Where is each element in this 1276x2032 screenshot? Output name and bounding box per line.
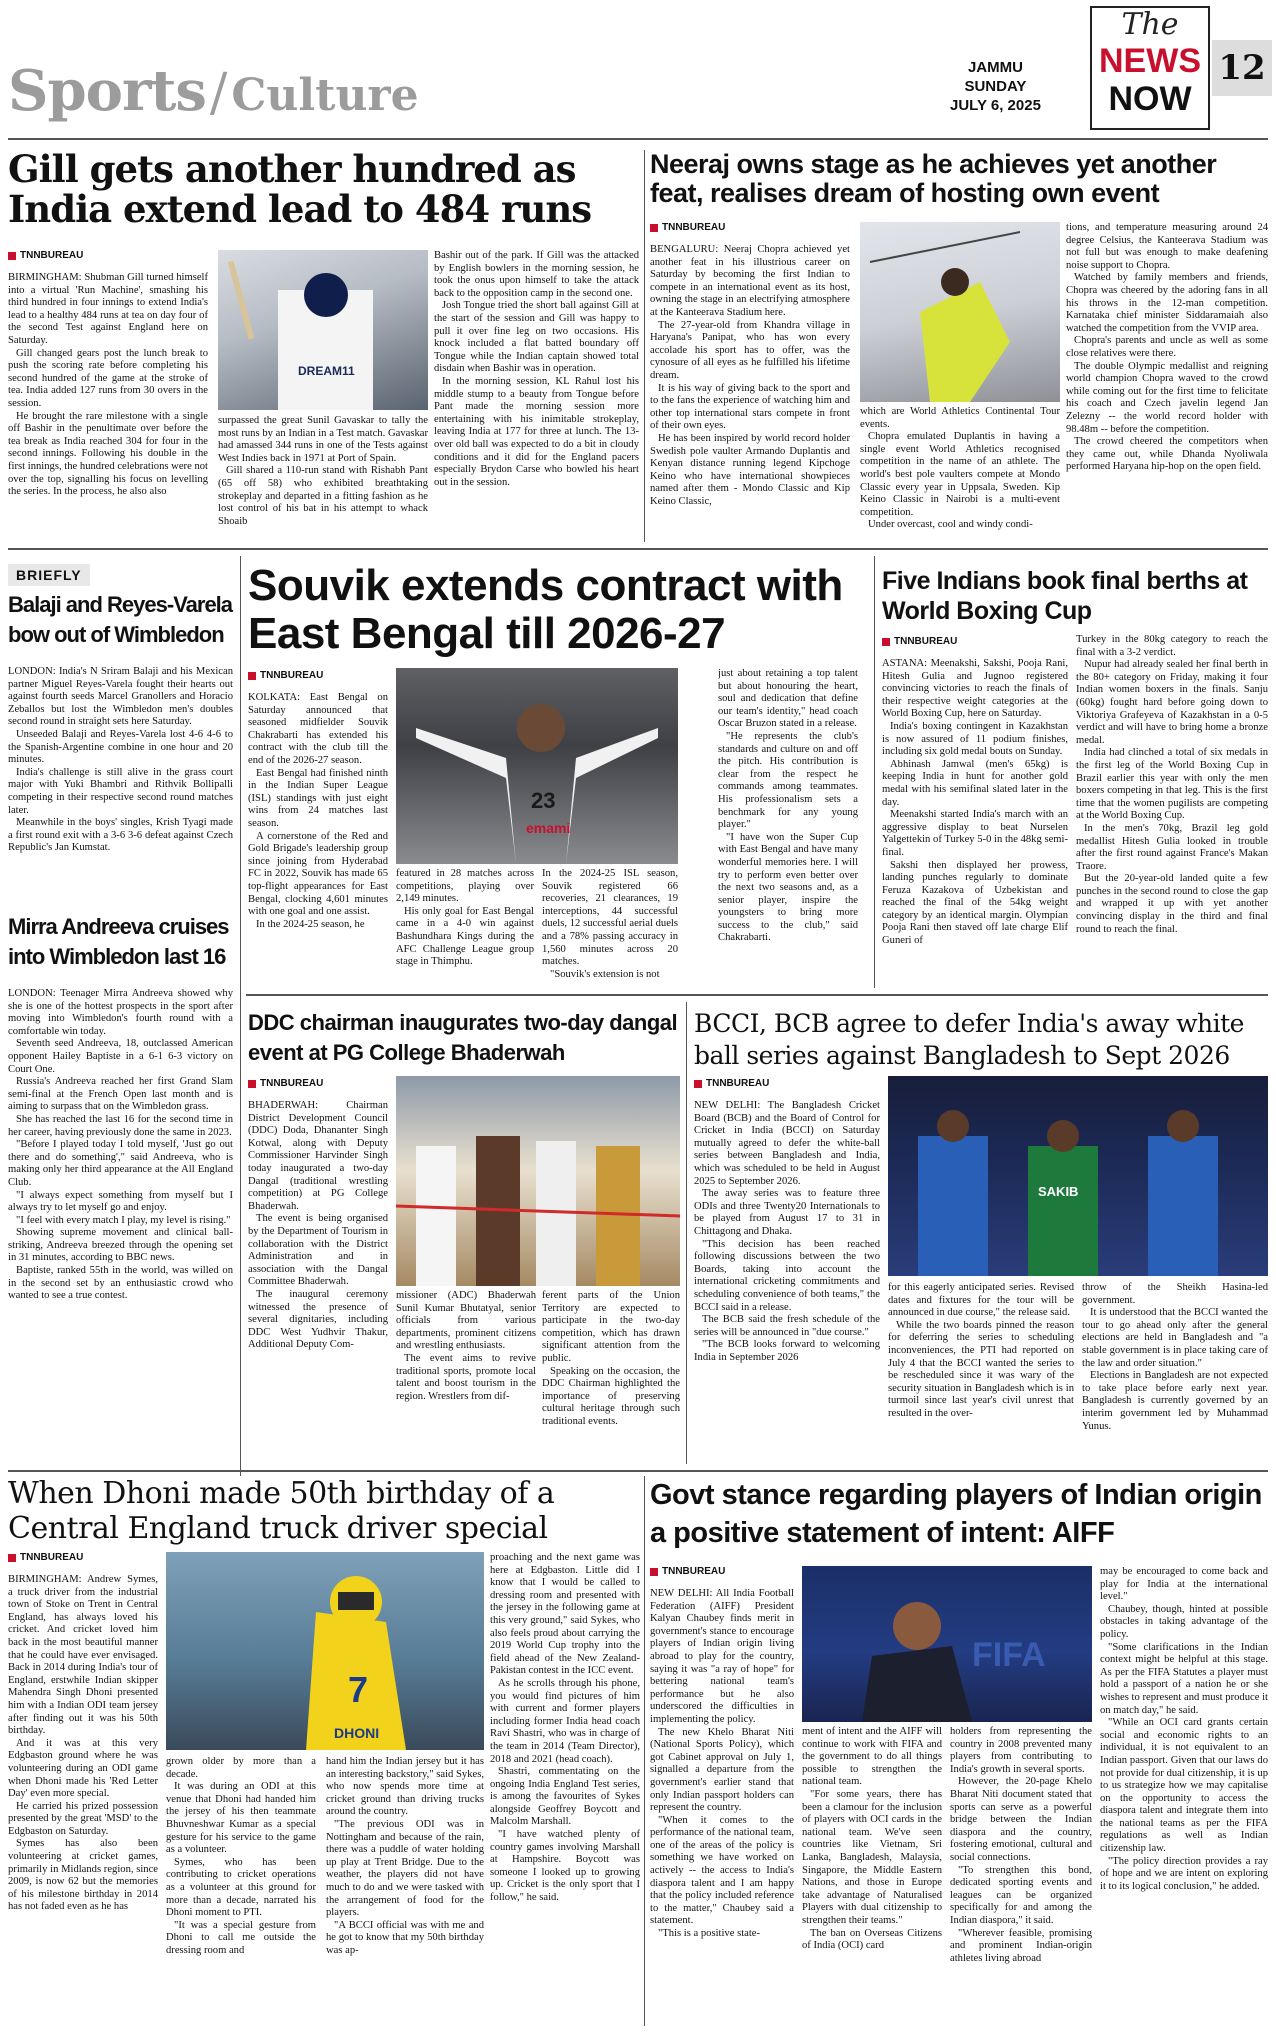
para: "Souvik's extension is not: [550, 968, 660, 980]
briefly-headline-2: Mirra Andreeva cruises into Wimbledon last 16: [8, 914, 229, 969]
subsection-label: Culture: [231, 70, 419, 121]
briefly-body-2: [8, 988, 233, 1420]
para: "The BCB looks forward to welcoming India in September 2026: [694, 1339, 880, 1363]
section-title: [8, 58, 419, 122]
para: "For some years, there has been a clamour for the inclusion of players with OCI cards in the national team. We've seen countries like Vietnam, Sri Lanka, Bangladesh, Malaysia, Singapore, the Middle Eastern Nations, and those in Europe take advantage of Naturalised Players with dual citizenship to strengthen their teams.": [802, 1788, 942, 1926]
para: The crowd cheered the competitors when they came out, while Dhanda Nyoliwala performed Haryana hip-hop on the open field.: [1066, 436, 1268, 473]
bcci-byline: [694, 1078, 769, 1089]
neeraj-col3: [1066, 222, 1268, 540]
aiff-president-icon: [802, 1566, 1092, 1722]
para: Seventh seed Andreeva, 18, outclassed American opponent Hailey Baptiste in a 6-1 6-3 victory on Court One.: [8, 1038, 233, 1075]
para: may be encouraged to come back and play for India at the international level.": [1100, 1566, 1268, 1603]
horizontal-rule: [246, 994, 1268, 996]
para: missioner (ADC) Bhaderwah Sunil Kumar Bhutatyal, senior officials from various departments, prominent citizens and wrestling enthusiasts.: [396, 1290, 536, 1352]
para: "I have won the Super Cup with East Bengal and have many wonderful memories here. I will try to perform even better over the next two seasons and, as a senior player, inspire the youngsters to bring more success to the club," said Chakrabarti.: [718, 831, 858, 944]
ribbon-cutting-icon: [396, 1076, 680, 1286]
para: The away series was to feature three ODIs and three Twenty20 Internationals to be played from August 17 to 31 in Chittagong and Dhaka.: [694, 1188, 880, 1237]
footballer-celebrating-icon: [396, 668, 678, 864]
newspaper-logo: [1090, 6, 1210, 130]
para: "I have watched plenty of country games involving Marshall at Hampshire. Boycott was someone I looked up to growing up. Cricket is the only sport that I follow," he said.: [490, 1829, 640, 1904]
bcci-col2: [888, 1282, 1074, 1462]
gill-col1: [8, 272, 208, 532]
para: Unseeded Balaji and Reyes-Varela lost 4-6 4-6 to the Spanish-Argentine combine in one hour and 20 minutes.: [8, 728, 233, 766]
para: "This decision has been reached following discussions between the two Boards, taking into account the international cricketing commitments and scheduling convenience of both teams," the BCCI said in a release.: [694, 1238, 880, 1313]
aiff-byline: [650, 1566, 725, 1577]
ddc-byline: [248, 1078, 323, 1089]
para: Turkey in the 80kg category to reach the final with a 3-2 verdict.: [1076, 634, 1268, 658]
para: Symes, who has been contributing to cricket operations as a volunteer at this ground for more than a decade, narrated his Dhoni moment to PTI.: [166, 1856, 316, 1919]
para: It is his way of giving back to the sport and to the fans the experience of watching him and other top international stars compete in front of their own eyes.: [650, 382, 850, 432]
para: However, the 20-page Khelo Bharat Niti document stated that sports can serve as a powerful bridge between the Indian diaspora and the country, fostering emotional, cultural and social connections.: [950, 1776, 1092, 1863]
para: "The policy direction provides a ray of hope and we are intent on exploring it to its logical conclusion," he added.: [1100, 1855, 1268, 1892]
byline-text: TNNBUREAU: [894, 636, 958, 647]
para: In the men's 70kg, Brazil leg gold medallist Hitesh Gulia looked in trouble after the first round against France's Makan Traore.: [1076, 822, 1268, 872]
dhoni-headline: When Dhoni made 50th birthday of a Central England truck driver special: [8, 1476, 555, 1546]
para: "He represents the club's standards and culture on and off the pitch. His contribution is clear from the respect he commands among teammates. His professionalism sets a benchmark for any young player.": [718, 730, 858, 831]
byline-text: TNNBUREAU: [20, 250, 84, 261]
ddc-col2: [396, 1290, 536, 1460]
batsman-celebrating-icon: [218, 250, 428, 410]
jersey-number: 7: [348, 1669, 369, 1710]
para: Bashir out of the park. If Gill was the attacked by English bowlers in the morning session, he took the onus upon himself to take the attack back to the opposition camp in the second one.: [434, 250, 639, 299]
para: "When it comes to the performance of the national team, one of the areas of the policy is something we have worked on actively -- the access to India's diaspora talent and I am happy that the policy included reference to the matter," Chaubey said a statement.: [650, 1814, 794, 1927]
byline-text: TNNBUREAU: [706, 1078, 770, 1089]
para: featured in 28 matches across competitions, playing over 2,149 minutes.: [396, 868, 534, 905]
edition-day: SUNDAY: [964, 78, 1027, 95]
souvik-col3: [542, 868, 678, 986]
horizontal-rule: [8, 1470, 1268, 1472]
briefly-headline-1: Balaji and Reyes-Varela bow out of Wimbledon: [8, 592, 233, 647]
para: Symes has also been volunteering at cricket games, primarily in Midlands region, since 2009, is now 62 but the memories of his milestone birthday in 2014 has not faded even as he has: [8, 1838, 158, 1913]
gill-photo: [218, 250, 428, 410]
para: Watched by family members and friends, Chopra was cheered by the adoring fans in all his throws in the 12-man competition. Karnataka chief minister Siddaramaiah also watched the competition from the VVIP area.: [1066, 272, 1268, 334]
section-label: Sports: [8, 58, 206, 124]
briefly-tab: BRIEFLY: [8, 564, 90, 586]
para: "I always expect something from myself but I always try to let myself go and enjoy.: [8, 1189, 233, 1214]
para: KOLKATA: East Bengal on Saturday announced that seasoned midfielder Souvik Chakrabarti has extended his contract with the club till the end of the 2026-27 season.: [248, 692, 388, 766]
byline-marker-icon: [248, 1080, 256, 1088]
cricketers-icon: [888, 1076, 1268, 1276]
para: It was during an ODI at this venue that Dhoni had handed him the jersey of his then teammate Bhuvneshwar Kumar as a special gesture for his service to the game as a volunteer.: [166, 1781, 316, 1856]
para: "It was a special gesture from Dhoni to call me outside the dressing room and: [166, 1919, 316, 1956]
logo-news: NEWS: [1099, 42, 1201, 80]
vertical-rule: [686, 1002, 687, 1464]
boxing-byline: [882, 636, 957, 647]
page-number: 12: [1212, 40, 1272, 96]
para: "A BCCI official was with me and he got to know that my 50th birthday was ap-: [326, 1919, 484, 1956]
logo-the: The: [1121, 7, 1179, 42]
ddc-headline: DDC chairman inaugurates two-day dangal event at PG College Bhaderwah: [248, 1010, 678, 1065]
aiff-photo: [802, 1566, 1092, 1722]
para: LONDON: India's N Sriram Balaji and his Mexican partner Miguel Reyes-Varela fought their hearts out against fourth seeds Marcel Granollers and Horacio Zeballos but lost the Wimbledon men's doubles second round in straight sets here Saturday.: [8, 666, 233, 728]
javelin-thrower-icon: [860, 222, 1060, 402]
para: Josh Tongue tried the short ball against Gill at the start of the session and Gill was happy to pull it over fine leg on two occasions. His knock included a flat batted boundary off Tongue while the Indian captain showed total disdain when Bashir was in operation.: [434, 300, 639, 375]
para: Baptiste, ranked 55th in the world, was willed on in the second set by an enthusiastic crowd who wanted to see a true contest.: [8, 1265, 233, 1302]
para: Russia's Andreeva reached her first Grand Slam semi-final at the French Open last month and is aiming to surpass that on the Wimbledon grass.: [8, 1076, 233, 1113]
bcci-col1: [694, 1100, 880, 1462]
jersey-text: SAKIB: [1038, 1184, 1079, 1199]
para: East Bengal had finished ninth in the Indian Super League (ISL) standings with just eight wins from 24 matches last season.: [248, 767, 388, 829]
horizontal-rule: [8, 548, 1268, 550]
byline-marker-icon: [650, 1568, 658, 1576]
para: proaching and the next game was here at Edgbaston. Little did I know that I would be called to dressing room and presented with the jersey in the following game at this very ground," said Sykes, who also feels proud about carrying the 2019 World Cup trophy into the field ahead of the New Zealand-Pakistan contest in the ICC event.: [490, 1552, 640, 1677]
para: just about retaining a top talent but about honouring the heart, soul and dedication that define our team's identity," head coach Oscar Bruzon stated in a release.: [718, 668, 858, 730]
para: The double Olympic medallist and reigning world champion Chopra waved to the crowd while coming out for the first time to felicitate his coach and Czech javelin legend Jan Zelezny -- the world record holder with 98.48m -- before the competition.: [1066, 360, 1268, 435]
para: The event aims to revive traditional sports, promote local talent and boost tourism in the region. Wrestlers from dif-: [396, 1352, 536, 1402]
boxing-col2: [1076, 634, 1268, 986]
briefly-body-1: [8, 666, 233, 906]
para: But the 20-year-old landed quite a few punches in the second round to close the gap and wrapped it up with yet another convincing display in the third and final round to reach the final.: [1076, 873, 1268, 935]
neeraj-col2: [860, 406, 1060, 540]
byline-text: TNNBUREAU: [260, 670, 324, 681]
para: As he scrolls through his phone, you would find pictures of him with current and former players including former India head coach Ravi Shastri, who was in charge of the team in 2014 (Team Director), 2018 and 2021 (head coach).: [490, 1677, 640, 1765]
para: He has been inspired by world record holder Swedish pole vaulter Armando Duplantis and Kenyan distance running legend Kipchoge Keino who have international showpieces named after them - Mondo Classic and Kip Keino Classic,: [650, 432, 850, 507]
para: The 27-year-old from Khandra village in Haryana's Panipat, who has won every accolade his sport has to offer, was the cynosure of all eyes as he fulfilled his lifetime dream.: [650, 319, 850, 381]
vertical-rule: [644, 150, 645, 542]
para: which are World Athletics Continental Tour events.: [860, 406, 1060, 430]
para: BIRMINGHAM: Andrew Symes, a truck driver from the industrial town of Stoke on Trent in Central England, has always loved his cricket. And cricket loved him back in the most beautiful manner that he could have ever envisaged. Back in 2014 during India's tour of England, erstwhile Indian skipper Mahendra Singh Dhoni presented him with a Indian ODI team jersey after finding out it was his 50th birthday.: [8, 1574, 158, 1737]
para: "I feel with every match I play, my level is rising.": [16, 1214, 231, 1226]
byline-marker-icon: [882, 638, 890, 646]
para: for this eagerly anticipated series. Revised dates and fixtures for the tour will be announced in due course," the release said.: [888, 1282, 1074, 1319]
para: ment of intent and the AIFF will continue to work with FIFA and the government to do all things possible to strengthen the national team.: [802, 1726, 942, 1788]
vertical-rule: [644, 1476, 645, 2026]
para: hand him the Indian jersey but it has an interesting backstory," said Sykes, who now spends more time at cricket ground than driving trucks around the country.: [326, 1756, 484, 1818]
aiff-col1: [650, 1588, 794, 2026]
bcci-col3: [1082, 1282, 1268, 1462]
para: Speaking on the occasion, the DDC Chairman highlighted the importance of preserving cultural heritage through such traditional events.: [542, 1365, 680, 1427]
souvik-headline: Souvik extends contract with East Bengal till 2026-27: [248, 561, 843, 658]
dhoni-col4: [490, 1552, 640, 2026]
logo-now: NOW: [1108, 80, 1192, 118]
souvik-photo: [396, 668, 678, 864]
ddc-col3: [542, 1290, 680, 1460]
byline-marker-icon: [8, 252, 16, 260]
ddc-photo: [396, 1076, 680, 1286]
souvik-byline: [248, 670, 323, 681]
para: Chaubey, though, hinted at possible obstacles in taking advantage of the policy.: [1100, 1603, 1268, 1640]
para: ferent parts of the Union Territory are expected to participate in the two-day competition, which has drawn significant attention from the public.: [542, 1290, 680, 1364]
para: Meanwhile in the boys' singles, Krish Tyagi made a first round exit with a 3-6 3-6 defeat against Czech Republic's Jan Kumstat.: [8, 817, 233, 854]
gill-headline: Gill gets another hundred as India extend lead to 484 runs: [8, 147, 592, 231]
para: "While an OCI card grants certain social and economic rights to an individual, it is not equivalent to an Indian passport. Given that our laws do not provide for dual citizenship, it is up to us strategize how we may capitalise on the opportunity to access the diaspora talent and integrate them into the national teams as per the FIFA regulations as well as Indian citizenship law.: [1100, 1717, 1268, 1855]
souvik-col4: [718, 668, 858, 986]
para: In the 2024-25 season, he: [256, 918, 365, 930]
para: tions, and temperature measuring around 24 degree Celsius, the Kanteerava Stadium was not full but was enough to make deafening noise support to Chopra.: [1066, 222, 1268, 271]
neeraj-byline: [650, 222, 725, 233]
para: The event is being organised by the Department of Tourism in collaboration with the District Administration and in association with the Dangal Committee Bhaderwah.: [248, 1213, 388, 1288]
aiff-col3: [950, 1726, 1092, 2026]
para: Elections in Bangladesh are not expected to take place before early next year. Bangladesh is currently governed by an interim government led by Muhammad Yunus.: [1082, 1370, 1268, 1432]
bcci-photo: [888, 1076, 1268, 1276]
dhoni-col2: [166, 1756, 316, 2026]
edition-info: [950, 58, 1041, 115]
para: Gill shared a 110-run stand with Rishabh Pant (65 off 58) who exhibited breathtaking strokeplay and departed in a fitting fashion as he lost control of his bat in his attempt to whack Shoaib: [218, 465, 428, 527]
para: Chopra's parents and uncle as well as some close relatives were there.: [1066, 335, 1268, 359]
para: A cornerstone of the Red and Gold Brigade's leadership group since joining from Hyderabad FC in 2022, Souvik has made 65 top-flight appearances for East Bengal, clocking 4,601 minutes with one goal and one assist.: [248, 830, 388, 918]
aiff-col2: [802, 1726, 942, 2026]
backdrop-text: FIFA: [972, 1636, 1046, 1674]
para: It is understood that the BCCI wanted the tour to go ahead only after the general elections are held in Bangladesh and "a stable government is in place taking care of the law and order situation.": [1082, 1307, 1268, 1369]
para: BIRMINGHAM: Shubman Gill turned himself into a virtual 'Run Machine', smashing his third hundred in four innings to extend India's lead to a healthy 484 runs at tea on day four of the second Test against England here on Saturday.: [8, 272, 208, 346]
neeraj-headline: Neeraj owns stage as he achieves yet another feat, realises dream of hosting own event: [650, 149, 1217, 209]
para: And it was at this very Edgbaston ground where he was volunteering during an ODI game when Dhoni made his 'Red Letter Day' even more special.: [8, 1737, 158, 1800]
para: throw of the Sheikh Hasina-led government.: [1082, 1282, 1268, 1306]
para: "Wherever feasible, promising and prominent Indian-origin athletes living abroad: [950, 1927, 1092, 1964]
para: India's boxing contingent in Kazakhstan is now assured of 11 podium finishes, including six gold medal bouts on Sunday.: [882, 720, 1068, 758]
neeraj-photo: [860, 222, 1060, 402]
vertical-rule: [240, 556, 241, 1476]
para: holders from representing the country in 2008 prevented many players from contributing to India's growth in several sports.: [950, 1726, 1092, 1775]
byline-text: TNNBUREAU: [662, 222, 726, 233]
byline-marker-icon: [694, 1080, 702, 1088]
para: NEW DELHI: The Bangladesh Cricket Board (BCB) and the Board of Control for Cricket in India (BCCI) on Saturday mutually agreed to defer the white-ball series between Bangladesh and India, which was scheduled to be held in August 2025 to September 2026.: [694, 1100, 880, 1187]
aiff-headline: Govt stance regarding players of Indian origin a positive statement of intent: AIFF: [650, 1479, 1262, 1549]
para: In the 2024-25 ISL season, Souvik registered 66 recoveries, 21 clearances, 19 interceptions, 44 successful duels, 12 successful aerial duels and a 78% passing accuracy in 1,560 minutes across 20 matches.: [542, 868, 678, 968]
para: BHADERWAH: Chairman District Development Council (DDC) Doda, Dhananter Singh Kotwal, along with Deputy Commissioner Harvinder Singh today inaugurated a two-day Dangal (traditional wrestling competition) at PG College Bhaderwah.: [248, 1100, 388, 1212]
para: India had clinched a total of six medals in the first leg of the World Boxing Cup in Brazil earlier this year with only the men boxers competing in that leg. This is the first time that the women pugilists are competing at the World Boxing Cup.: [1076, 747, 1268, 822]
ddc-col1: [248, 1100, 388, 1460]
dhoni-byline: [8, 1552, 83, 1563]
aiff-col4: [1100, 1566, 1268, 2026]
gill-col2: [218, 415, 428, 540]
para: Nupur had already sealed her final berth in the 80+ category on Friday, making it four Indian women boxers in the finals. Sanju (60kg) fought hard before going down to Viktoriya Grafeyeva of Kazakhstan in a 0-5 verdict and will have to bring home a bronze medal.: [1076, 659, 1268, 746]
bcci-headline: BCCI, BCB agree to defer India's away white ball series against Bangladesh to Sept 2026: [694, 1009, 1244, 1070]
para: LONDON: Teenager Mirra Andreeva showed why she is one of the hottest prospects in the sport after moving into Wimbledon's fourth round with a comfortable win today.: [8, 988, 233, 1037]
boxing-headline: Five Indians book final berths at World Boxing Cup: [882, 567, 1248, 625]
souvik-col2: [396, 868, 534, 986]
byline-text: TNNBUREAU: [662, 1566, 726, 1577]
para: His only goal for East Bengal came in a 4-0 win against Bashundhara Kings during the AFC Challenge League group stage in Thimphu.: [396, 905, 534, 968]
para: "Some clarifications in the Indian context might be helpful at this stage. As per the FIFA Statutes a player must hold a passport of a nation he or she wishes to represent and must produce it on match day," he said.: [1100, 1641, 1268, 1716]
para: grown older by more than a decade.: [166, 1756, 316, 1780]
gill-col3: [434, 250, 639, 540]
para: The ban on Overseas Citizens of India (OCI) card: [802, 1927, 942, 1952]
para: Under overcast, cool and windy condi-: [868, 519, 1033, 531]
svg-text:DREAM11: DREAM11: [298, 364, 355, 378]
para: Chopra emulated Duplantis in having a single event World Athletics recognised competition in the name of an athlete. The world's best pole vaulters compete at Mondo Classic every year in Uppsala, Sweden. Kip Keino Classic in Nairobi is a multi-event competition.: [860, 431, 1060, 518]
sponsor-text: emami: [526, 820, 571, 836]
byline-marker-icon: [650, 224, 658, 232]
para: "The previous ODI was in Nottingham and because of the rain, there was a puddle of water holding up play at Trent Bridge. Due to the weather, the players did not have much to do and we were tasked with the arrangement of food for the players.: [326, 1818, 484, 1919]
masthead-rule: [8, 138, 1268, 140]
para: Gill changed gears post the lunch break to push the scoring rate before completing his second hundred of the game at the stroke of tea. India added 127 runs from 30 overs in the session.: [8, 347, 208, 409]
byline-text: TNNBUREAU: [20, 1552, 84, 1563]
para: India's challenge is still alive in the grass court major with Yuki Bhambri and Rithvik Bollipalli competing in their respective second round matches later.: [8, 766, 233, 816]
edition-date: JULY 6, 2025: [950, 97, 1041, 114]
para: surpassed the great Sunil Gavaskar to tally the most runs by an Indian in a Test match. Gavaskar had amassed 344 runs in one of the Tests against West Indies back in 1971 at Port of Spain.: [218, 415, 428, 464]
para: "This is a positive state-: [658, 1928, 761, 1940]
para: In the morning session, KL Rahul lost his middle stump to a beauty from Tongue before Pant made the morning session more entertaining with his inimitable strokeplay, leaving India at 177 for three at lunch. The 13-over old ball was expected to do a bit in cloudy conditions and it did for the England pacers especially Brydon Carse who bowled his heart out in the session.: [434, 375, 639, 488]
jersey-number: 23: [531, 788, 556, 813]
para: Shastri, commentating on the ongoing India England Test series, is among the favourites of Sykes alongside Geoffrey Boycott and Malcolm Marshall.: [490, 1766, 640, 1828]
byline-marker-icon: [8, 1554, 16, 1562]
para: She has reached the last 16 for the second time in her career, having previously done the same in 2023.: [8, 1113, 233, 1138]
para: The BCB said the fresh schedule of the series will be announced in "due course.": [694, 1314, 880, 1338]
jersey-name: DHONI: [334, 1725, 380, 1741]
dhoni-col3: [326, 1756, 484, 2026]
dhoni-col1: [8, 1574, 158, 2026]
para: Abhinash Jamwal (men's 65kg) is keeping India in hunt for another gold medal with his semifinal slated later in the day.: [882, 758, 1068, 808]
edition-city: JAMMU: [967, 59, 1023, 76]
para: "Before I played today I told myself, 'Just go out there and do something'," said Andreeva, who is making only her third appearance at the All England Club.: [8, 1139, 233, 1188]
byline-text: TNNBUREAU: [260, 1078, 324, 1089]
boxing-col1: [882, 658, 1068, 986]
para: The inaugural ceremony witnessed the presence of several dignitaries, including DDC West Yudhvir Thakur, Additional Deputy Com-: [248, 1288, 388, 1351]
section-divider: /: [209, 63, 228, 123]
para: The new Khelo Bharat Niti (National Sports Policy), which got Cabinet approval on July 1, signalled a departure from the government's earlier stand that only Indian passport holders can represent the country.: [650, 1726, 794, 1814]
para: ASTANA: Meenakshi, Sakshi, Pooja Rani, Hitesh Gulia and Jugnoo registered convincing victories to reach the finals of their respective weight categories at the World Boxing Cup, here on Saturday.: [882, 658, 1068, 720]
neeraj-col1: [650, 244, 850, 540]
vertical-rule: [874, 556, 875, 988]
para: Showing supreme movement and clinical ball-striking, Andreeva breezed through the opening set in 31 minutes, according to BBC news.: [8, 1227, 233, 1264]
para: "To strengthen this bond, dedicated sporting events and leagues can be organized specifically for and among the Indian diaspora," it said.: [950, 1864, 1092, 1926]
gill-byline: [8, 250, 83, 261]
para: BENGALURU: Neeraj Chopra achieved yet another feat in his illustrious career on Saturday by becoming the first Indian to compete in an international event as its host, owning the stage in an electrifying atmosphere at the Kanteerava Stadium here.: [650, 244, 850, 318]
para: Sakshi then displayed her prowess, landing punches regularly to dominate Feruza Kazakova of Uzbekistan and reached the final of the 54kg weight category by an identical margin. Olympian Pooja Rani then staved off late charge Elif Guneri of: [882, 859, 1068, 947]
dhoni-batting-icon: [166, 1552, 484, 1750]
souvik-col1: [248, 692, 388, 986]
para: While the two boards pinned the reason for deferring the series to scheduling inconveniences, the PTI had reported on July 4 that the BCCI wanted the series to be rescheduled since it was wary of the security situation in Bangladesh which is in turmoil since last year's civil unrest that resulted in the over-: [888, 1319, 1074, 1419]
para: He carried his prized possession presented by the great 'MSD' to the Edgbaston on Saturday.: [8, 1800, 158, 1837]
para: NEW DELHI: All India Football Federation (AIFF) President Kalyan Chaubey finds merit in government's stance to encourage players of Indian origin living abroad to play for the country, saying it was "a ray of hope" for bettering national team's performance but he also underscored the difficulties in implementing the policy.: [650, 1588, 794, 1725]
para: Meenakshi started India's march with an aggressive display to beat Nurselen Yalgettekin of Turkey 5-0 in the 48kg semi-final.: [882, 809, 1068, 858]
byline-marker-icon: [248, 672, 256, 680]
dhoni-photo: [166, 1552, 484, 1750]
para: He brought the rare milestone with a single off Bashir in the penultimate over before the tea break as India reached 304 for four in the second innings. Following his double in the first innings, the hundred celebrations were not over the top, signalling his focus on levelling the series. In the process, he also also: [8, 410, 208, 498]
